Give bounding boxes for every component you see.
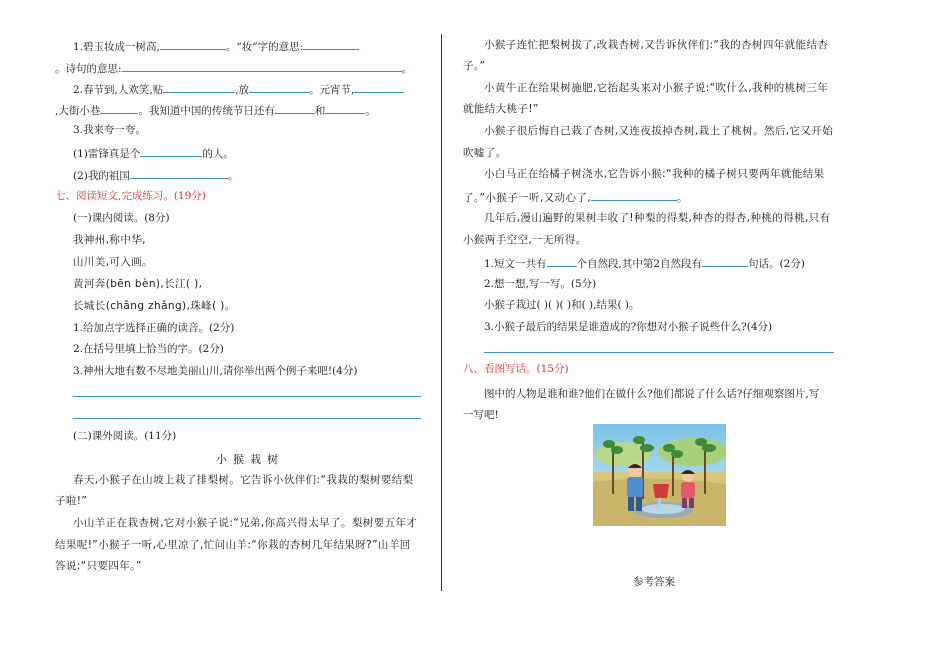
story-right-line-8-end: 。 bbox=[676, 192, 688, 204]
q3-item2 bbox=[73, 167, 238, 183]
q2-text-g: 。 bbox=[365, 105, 376, 117]
poem-line-1: 我神州,称中华, bbox=[73, 234, 146, 246]
story-right-line-2: 子。” bbox=[463, 60, 486, 72]
q2-blank-6[interactable] bbox=[325, 102, 365, 114]
writing-prompt-line-1: 图中的人物是谁和谁?他们在做什么?他们都说了什么话?仔细观察图片,写 bbox=[484, 388, 820, 400]
q2-blank-4[interactable] bbox=[100, 102, 138, 114]
part2-q1-text-c: 句话。(2分) bbox=[748, 258, 805, 270]
q2-text-d: ,大街小巷 bbox=[55, 105, 101, 117]
q3-2-text-b: 。 bbox=[227, 170, 239, 182]
q2-text-a: 2.春节到,人欢笑,贴 bbox=[73, 84, 164, 96]
answer-line-2[interactable] bbox=[73, 418, 421, 419]
q2-text-f: 和 bbox=[314, 105, 326, 117]
q1-line1 bbox=[73, 38, 359, 54]
q1-line2 bbox=[55, 60, 412, 76]
part1-heading: (一)课内阅读。(8分) bbox=[73, 212, 170, 224]
story-right-line-6: 吹嘘了。 bbox=[463, 147, 507, 159]
q3-blank-1[interactable] bbox=[140, 145, 202, 157]
q2-text-e: 。我知道中国的传统节日还有 bbox=[138, 105, 275, 117]
q1-text-d: 。 bbox=[401, 63, 413, 75]
part2-q1-text-b: 个自然段,其中第2自然段有 bbox=[576, 258, 703, 270]
story-blank[interactable] bbox=[591, 189, 677, 201]
q1-blank-1[interactable] bbox=[160, 38, 226, 50]
q2-blank-5[interactable] bbox=[275, 102, 315, 114]
story-right-line-3: 小黄牛正在给果树施肥,它抬起头来对小猴子说:“吹什么,我种的桃树三年 bbox=[484, 82, 829, 94]
q3-1-text-b: 的人。 bbox=[202, 148, 234, 160]
part2-q1-blank-2[interactable] bbox=[702, 255, 748, 267]
story-right-line-8-text: 了。”小猴子一听,又动心了, bbox=[463, 192, 591, 204]
q3-2-text-a: (2)我的祖国 bbox=[73, 170, 130, 182]
section-7-heading: 七、阅读短文,完成练习。(19分) bbox=[55, 190, 206, 202]
q2-text-c: 。元宵节, bbox=[309, 84, 355, 96]
q1-blank-2[interactable] bbox=[303, 38, 359, 50]
story-right-line-7: 小白马正在给橘子树浇水,它告诉小猴:“我种的橘子树只要两年就能结果 bbox=[484, 168, 825, 180]
q2-line2 bbox=[55, 102, 376, 118]
story-line-1: 春天,小猴子在山坡上栽了排梨树。它告诉小伙伴们:“我栽的梨树要结梨 bbox=[73, 474, 414, 486]
story-line-5: 答说:“只要四年。” bbox=[55, 560, 142, 572]
part2-q1-text-a: 1.短文一共有 bbox=[484, 258, 547, 270]
story-line-3: 小山羊正在栽杏树,它对小猴子说:“兄弟,你高兴得太早了。梨树要五年才 bbox=[73, 517, 418, 529]
part2-question-2: 2.想一想,写一写。(5分) bbox=[484, 278, 597, 290]
q3-blank-2[interactable] bbox=[130, 167, 228, 179]
answer-line-3[interactable] bbox=[484, 352, 834, 353]
q2-blank-3[interactable] bbox=[354, 81, 404, 93]
tree-planting-illustration bbox=[593, 424, 726, 526]
part1-question-3: 3.神州大地有数不尽地美丽山川,请你举出两个例子来吧!(4分) bbox=[73, 365, 358, 377]
part2-question-3: 3.小猴子最后的结果是谁造成的?你想对小猴子说些什么?(4分) bbox=[484, 321, 773, 333]
poem-line-3: 黄河奔(bēn bèn),长江( ), bbox=[73, 278, 203, 290]
q1-text-b: 。“妆”字的意思: bbox=[225, 41, 304, 53]
section-8-heading: 八、看图写话。(15分) bbox=[463, 363, 569, 375]
part2-question-1 bbox=[484, 255, 805, 271]
part1-question-2: 2.在括号里填上恰当的字。(2分) bbox=[73, 343, 224, 355]
writing-prompt-line-2: 一写吧! bbox=[463, 409, 499, 421]
story-right-line-10: 小猴两手空空,一无所得。 bbox=[463, 234, 587, 246]
q1-blank-3[interactable] bbox=[122, 60, 402, 72]
story-line-4: 结果呢!”小猴子一听,心里凉了,忙问山羊:“你栽的杏树几年结果呀?”山羊回 bbox=[55, 539, 411, 551]
q1-text-c: 。诗句的意思: bbox=[55, 63, 122, 75]
story-right-line-1: 小猴子连忙把梨树拔了,改栽杏树,又告诉伙伴们:“我的杏树四年就能结杏 bbox=[484, 39, 829, 51]
story-line-2: 子啦!” bbox=[55, 495, 88, 507]
part2-q1-blank-1[interactable] bbox=[547, 255, 577, 267]
part1-question-1: 1.给加点字选择正确的读音。(2分) bbox=[73, 322, 235, 334]
q2-blank-2[interactable] bbox=[249, 81, 309, 93]
q2-text-b: ,放 bbox=[235, 84, 250, 96]
answer-key-title: 参考答案 bbox=[633, 576, 675, 588]
column-divider bbox=[441, 34, 442, 591]
story-title: 小猴栽树 bbox=[216, 453, 284, 466]
poem-line-2: 山川美,可入画。 bbox=[73, 256, 154, 268]
q3-1-text-a: (1)雷锋真是个 bbox=[73, 148, 141, 160]
story-right-line-4: 就能结大桃子!” bbox=[463, 103, 539, 115]
q2-blank-1[interactable] bbox=[163, 81, 235, 93]
story-right-line-8 bbox=[463, 189, 688, 205]
answer-line-1[interactable] bbox=[73, 396, 421, 397]
q3-heading: 3.我来夸一夸。 bbox=[73, 124, 147, 136]
poem-line-4: 长城长(chǎng zhǎng),珠峰( )。 bbox=[73, 300, 236, 312]
story-right-line-9: 几年后,漫山遍野的果树丰收了!种梨的得梨,种杏的得杏,种桃的得桃,只有 bbox=[484, 212, 831, 224]
part2-question-2-fill: 小猴子栽过( )( )( )和( ),结果( )。 bbox=[484, 299, 640, 311]
part2-heading: (二)课外阅读。(11分) bbox=[73, 430, 177, 442]
q3-item1 bbox=[73, 145, 234, 161]
q1-text-a: 1.碧玉妆成一树高, bbox=[73, 41, 160, 53]
q2-line1 bbox=[73, 81, 404, 97]
story-right-line-5: 小猴子很后悔自己栽了杏树,又连夜拔掉杏树,栽上了桃树。然后,它又开始 bbox=[484, 125, 834, 137]
